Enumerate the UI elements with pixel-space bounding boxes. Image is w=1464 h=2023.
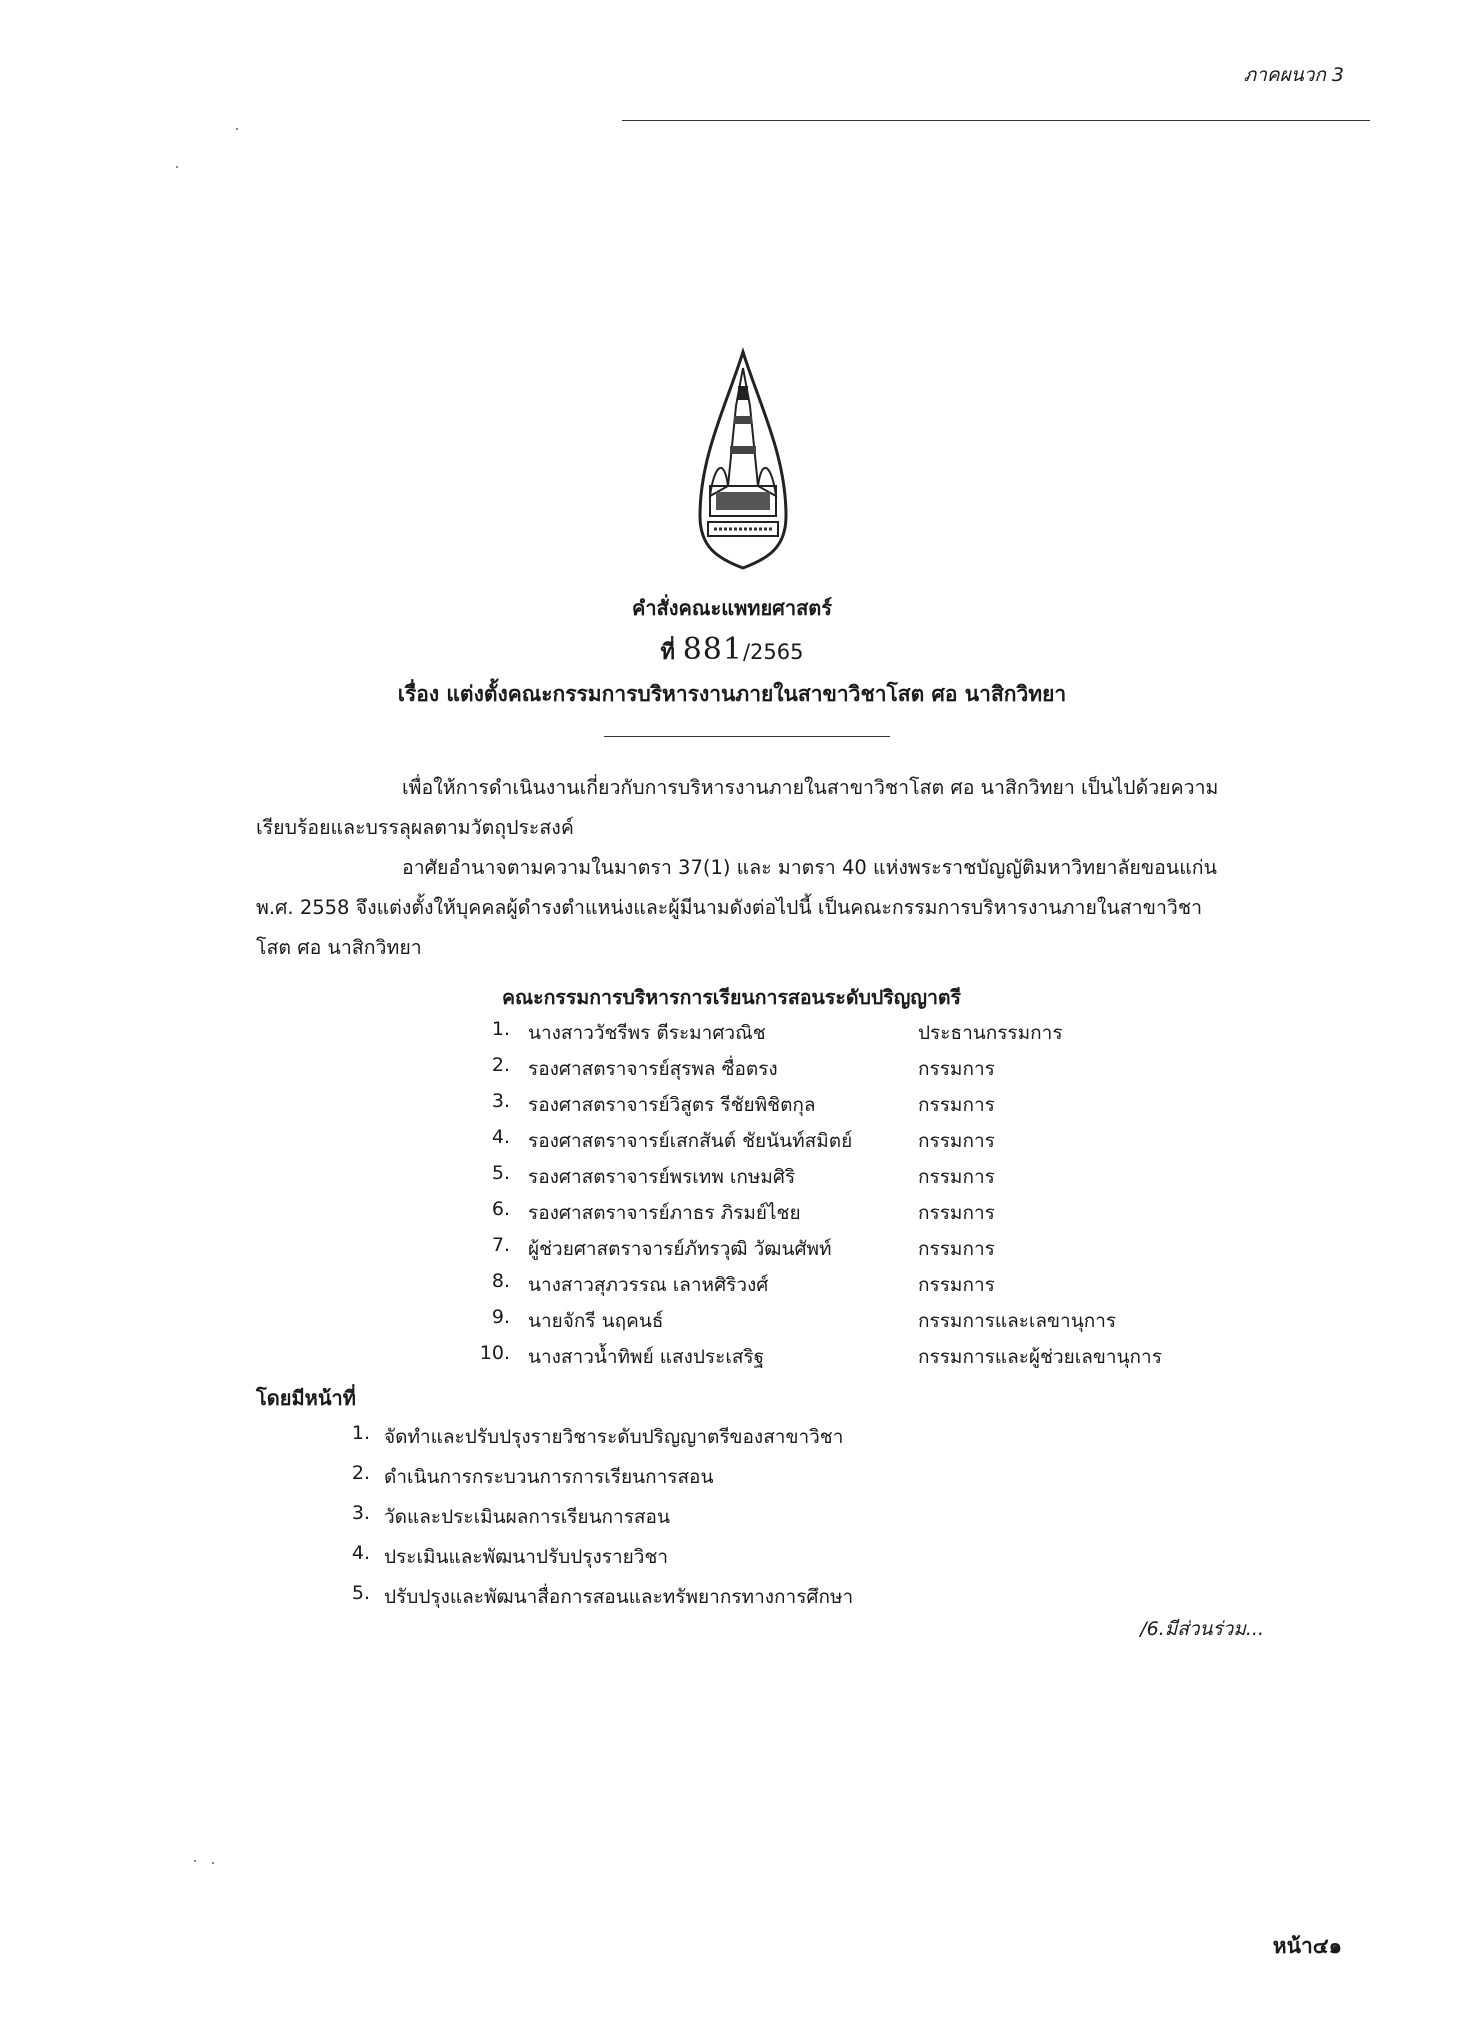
order-number-year: /2565 bbox=[742, 640, 804, 664]
scan-speck bbox=[212, 1862, 214, 1864]
member-name: นางสาววัชรีพร ตีระมาศวณิช bbox=[528, 1022, 766, 1044]
member-role: ประธานกรรมการ bbox=[918, 1022, 1063, 1044]
member-name: นายจักรี นฤคนธ์ bbox=[528, 1310, 664, 1332]
order-title: คำสั่งคณะแพทยศาสตร์ bbox=[631, 596, 833, 620]
title-rule bbox=[604, 736, 890, 737]
duty-text: ดำเนินการกระบวนการการเรียนการสอน bbox=[384, 1466, 714, 1488]
para2-line3: โสต ศอ นาสิกวิทยา bbox=[256, 936, 422, 959]
order-number-prefix: ที่ bbox=[660, 640, 676, 665]
member-number: 3. bbox=[491, 1090, 510, 1112]
duty-number: 5. bbox=[351, 1582, 370, 1604]
para1-line2: เรียบร้อยและบรรลุผลตามวัตถุประสงค์ bbox=[256, 816, 574, 839]
scan-speck bbox=[236, 128, 238, 130]
duties-heading: โดยมีหน้าที่ bbox=[256, 1386, 356, 1410]
duty-text: วัดและประเมินผลการเรียนการสอน bbox=[384, 1506, 670, 1528]
duty-text: ปรับปรุงและพัฒนาสื่อการสอนและทรัพยากรทางการศึกษา bbox=[384, 1586, 854, 1608]
member-number: 2. bbox=[491, 1054, 510, 1076]
member-number: 8. bbox=[491, 1270, 510, 1292]
committee-heading: คณะกรรมการบริหารการเรียนการสอนระดับปริญญาตรี bbox=[502, 986, 962, 1009]
member-name: รองศาสตราจารย์เสกสันต์ ชัยนันท์สมิตย์ bbox=[528, 1130, 853, 1152]
member-role: กรรมการ bbox=[918, 1130, 995, 1152]
member-name: รองศาสตราจารย์ภาธร ภิรมย์ไชย bbox=[528, 1202, 801, 1224]
page-number: หน้า๔๑ bbox=[1272, 1934, 1342, 1958]
header-rule bbox=[622, 120, 1370, 121]
member-number: 6. bbox=[491, 1198, 510, 1220]
duty-text: ประเมินและพัฒนาปรับปรุงรายวิชา bbox=[384, 1546, 669, 1568]
member-role: กรรมการ bbox=[918, 1058, 995, 1080]
member-name: รองศาสตราจารย์สุรพล ซื่อตรง bbox=[528, 1058, 778, 1080]
member-number: 5. bbox=[491, 1162, 510, 1184]
duty-number: 2. bbox=[351, 1462, 370, 1484]
member-name: รองศาสตราจารย์พรเทพ เกษมศิริ bbox=[528, 1166, 796, 1188]
member-number: 1. bbox=[491, 1018, 510, 1040]
duty-number: 3. bbox=[351, 1502, 370, 1524]
order-number-handwritten: 881 bbox=[682, 632, 743, 667]
scan-speck bbox=[194, 1860, 196, 1862]
member-role: กรรมการ bbox=[918, 1202, 995, 1224]
para2-line2: พ.ศ. 2558 จึงแต่งตั้งให้บุคคลผู้ดำรงตำแหน่งและผู้มีนามดังต่อไปนี้ เป็นคณะกรรมการบริหารงานภายในสาขาวิชา bbox=[256, 896, 1203, 919]
member-number: 10. bbox=[479, 1342, 510, 1364]
para2-line1: อาศัยอำนาจตามความในมาตรา 37(1) และ มาตรา 40 แห่งพระราชบัญญัติมหาวิทยาลัยขอนแก่น bbox=[402, 856, 1217, 879]
duty-text: จัดทำและปรับปรุงรายวิชาระดับปริญญาตรีของสาขาวิชา bbox=[384, 1426, 844, 1448]
duty-number: 1. bbox=[351, 1422, 370, 1444]
member-role: กรรมการ bbox=[918, 1166, 995, 1188]
appendix-label: ภาคผนวก 3 bbox=[1243, 64, 1344, 86]
member-role: กรรมการและผู้ช่วยเลขานุการ bbox=[918, 1346, 1162, 1368]
scan-speck bbox=[176, 166, 178, 168]
order-number bbox=[0, 632, 1464, 669]
para1-line1: เพื่อให้การดำเนินงานเกี่ยวกับการบริหารงานภายในสาขาวิชาโสต ศอ นาสิกวิทยา เป็นไปด้วยความ bbox=[402, 776, 1219, 799]
member-role: กรรมการ bbox=[918, 1238, 995, 1260]
member-number: 4. bbox=[491, 1126, 510, 1148]
continuation-note: /6.มีส่วนร่วม... bbox=[1140, 1618, 1264, 1640]
member-number: 9. bbox=[491, 1306, 510, 1328]
university-seal-icon bbox=[696, 346, 790, 572]
member-role: กรรมการและเลขานุการ bbox=[918, 1310, 1117, 1332]
duty-number: 4. bbox=[351, 1542, 370, 1564]
member-name: รองศาสตราจารย์วิสูตร รีชัยพิชิตกุล bbox=[528, 1094, 816, 1116]
member-name: ผู้ช่วยศาสตราจารย์ภัทรวุฒิ วัฒนศัพท์ bbox=[528, 1238, 832, 1260]
order-subject: เรื่อง แต่งตั้งคณะกรรมการบริหารงานภายในสาขาวิชาโสต ศอ นาสิกวิทยา bbox=[397, 682, 1067, 706]
member-name: นางสาวน้ำทิพย์ แสงประเสริฐ bbox=[528, 1346, 765, 1368]
member-number: 7. bbox=[491, 1234, 510, 1256]
member-role: กรรมการ bbox=[918, 1094, 995, 1116]
member-name: นางสาวสุภวรรณ เลาหศิริวงศ์ bbox=[528, 1274, 769, 1296]
member-role: กรรมการ bbox=[918, 1274, 995, 1296]
